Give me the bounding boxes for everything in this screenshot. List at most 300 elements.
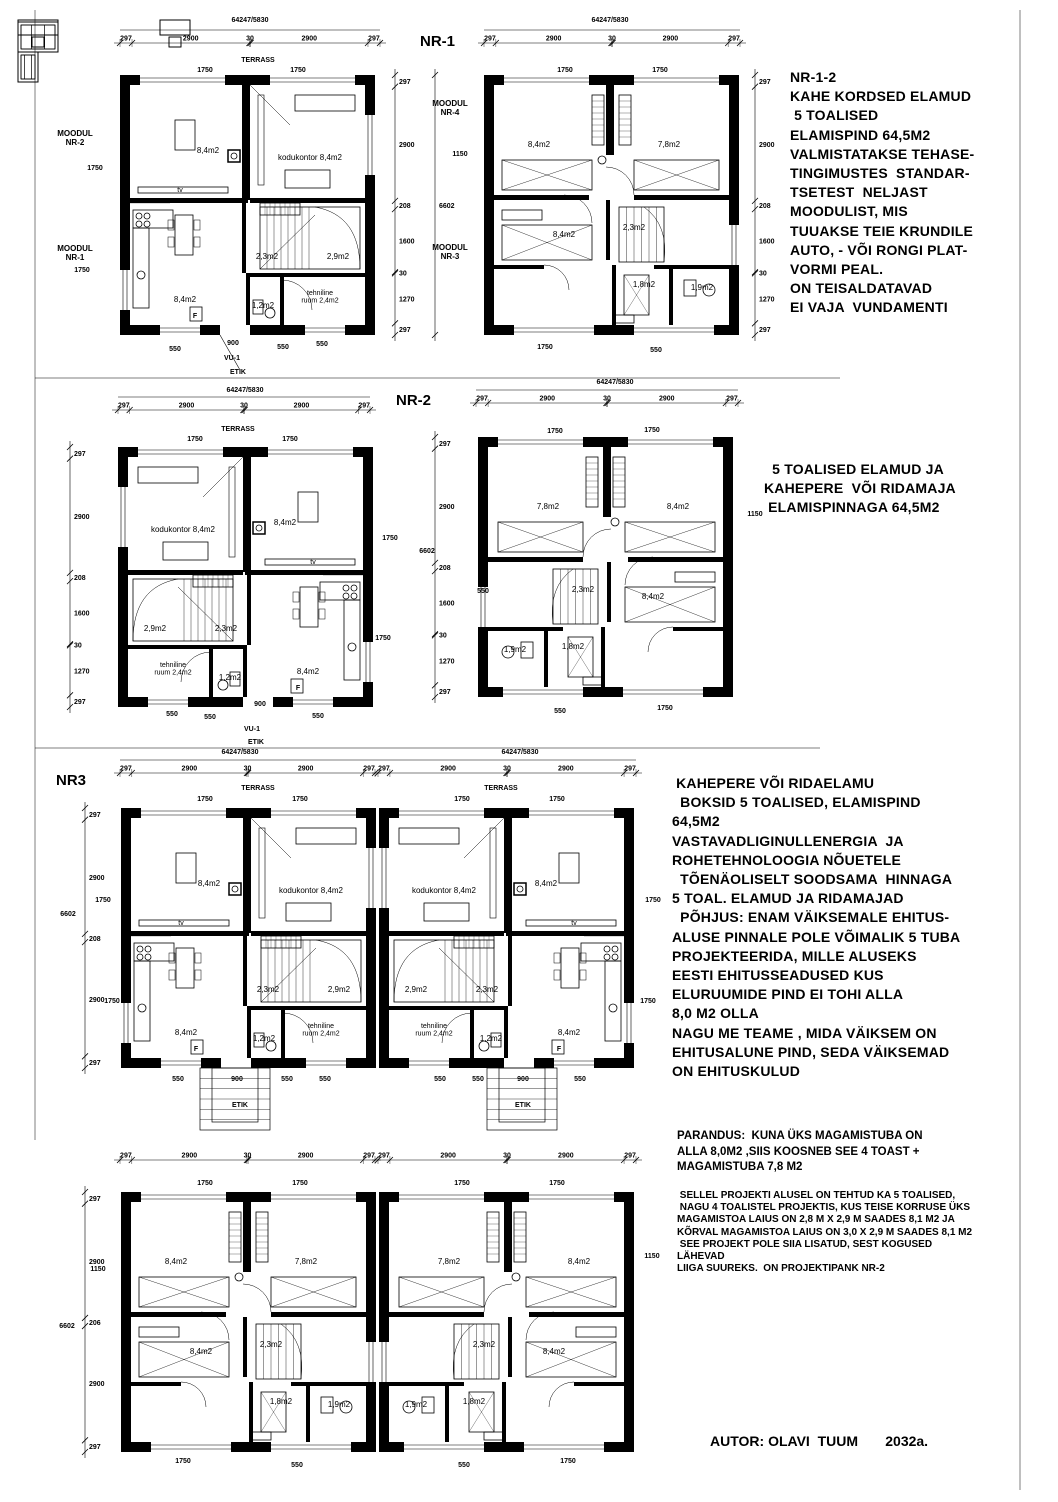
upper-floor-nr2 xyxy=(478,437,733,697)
terrace-label: TERRASS xyxy=(241,785,275,792)
radiator-icon xyxy=(251,1432,271,1440)
dimension-value: 1750 xyxy=(652,67,668,74)
interior-wall xyxy=(291,1382,366,1386)
door-swing-icon xyxy=(549,1382,574,1407)
dimension-value: 297 xyxy=(120,765,132,773)
dimension-value: 1750 xyxy=(640,998,656,1005)
window-opening xyxy=(399,808,484,818)
dimension-value: 2900 xyxy=(89,997,105,1005)
window-opening xyxy=(151,1442,231,1452)
dimension-value: 2900 xyxy=(297,1152,314,1160)
sink-icon xyxy=(609,1004,617,1012)
interior-wall xyxy=(628,557,723,562)
room-area-label: 2,9m2 xyxy=(327,985,351,994)
author-line: AUTOR: OLAVI TUUM 2032a. xyxy=(710,1433,929,1449)
terrace-label: TERRASS xyxy=(221,426,255,433)
dimension-value: 1750 xyxy=(549,796,565,803)
wardrobe-icon xyxy=(514,1212,526,1262)
dimension-value: 297 xyxy=(759,78,771,86)
interior-wall xyxy=(634,195,729,200)
dimension-value: 297 xyxy=(484,35,496,43)
room-area-label: tehniline ruum 2,4m2 xyxy=(302,1023,340,1038)
interior-wall xyxy=(250,198,365,203)
interior-wall xyxy=(654,265,729,269)
room-area-label: 1,9m2 xyxy=(690,283,714,292)
module-label: MOODUL NR-2 xyxy=(57,129,93,147)
sofa-icon xyxy=(424,903,469,921)
window-opening xyxy=(271,1192,356,1202)
kitchen-counter-icon xyxy=(133,228,149,308)
dimension-value: 30 xyxy=(603,395,611,403)
ground-floor-nr3-left xyxy=(121,808,376,1068)
stove-burner-icon xyxy=(604,954,610,960)
note-sellel: SELLEL PROJEKTI ALUSEL ON TEHTUD KA 5 TOALISED, NAGU 4 TOALISTEL PROJEKTIS, KUS TEISE KORRUSE ÜKS MAGAMISTOA LAIUS ON 2,8 M X 2,9 M SAADES 8,1 M2 JA KÕRVAL MAGAMISTOA LAIUS ON 3,0 X 2,9 M SAADES 8,1 M2 SEE PROJEKT POLE SIIA LISATUD, SEST KOGUSED LÄHEVAD LIIGA SUUREKS. ON PROJEKTIPANK NR-2 xyxy=(677,1190,973,1275)
interior-wall xyxy=(243,645,247,697)
dimension-value: 550 xyxy=(434,1076,446,1083)
tv-label: tv xyxy=(310,559,316,566)
window-opening xyxy=(293,697,333,707)
window-opening xyxy=(160,325,200,335)
radiator-icon xyxy=(484,1432,504,1440)
dimension-value: 1750 xyxy=(454,796,470,803)
dimension-value: 1750 xyxy=(644,427,660,434)
fridge-label: F xyxy=(193,1046,199,1053)
interior-wall xyxy=(243,457,251,572)
kitchen-counter-icon xyxy=(344,600,360,680)
stair-curve xyxy=(453,1324,474,1379)
section-title-nr1: NR-1 xyxy=(420,33,456,50)
interior-wall xyxy=(504,1006,508,1058)
interior-wall xyxy=(574,1382,624,1386)
interior-wall xyxy=(504,1202,512,1272)
dimension-value: 1750 xyxy=(95,897,111,904)
dimension-value: 30 xyxy=(74,642,82,650)
window-opening xyxy=(120,270,130,310)
terrace-label: TERRASS xyxy=(484,785,518,792)
dimension-value: 30 xyxy=(246,35,254,43)
dimension-value: 2900 xyxy=(181,1152,198,1160)
interior-wall xyxy=(607,562,611,622)
desk-icon xyxy=(139,1327,179,1337)
lamp-icon xyxy=(235,1273,243,1281)
dining-table-icon xyxy=(300,587,318,627)
room-area-label: 8,4m2 xyxy=(567,1257,591,1266)
dimension-value: 1750 xyxy=(547,428,563,435)
dimension-value: 1750 xyxy=(290,67,306,74)
dimension-value: 297 xyxy=(89,1060,101,1068)
interior-wall xyxy=(488,627,563,631)
dimension-nr1-right xyxy=(392,69,398,341)
door-swing-icon xyxy=(606,167,634,195)
note-nr3: KAHEPERE VÕI RIDAELAMU BOKSID 5 TOALISED, ELAMISPIND 64,5M2 VASTAVADLIGINULLENERGIA JA ROHETEHNOLOOGIA NÕUETELE TÕENÄOLISELT SOODSAMA HINNAGA 5 TOAL. ELAMUD JA RIDAMAJAD PÕHJUS: ENAM VÄIKSEMALE EHITUS- ALUSE PINNALE POLE VÕIMALIK 5 TUBA PROJEKTEERIDA, MILLE ALUSEKS EESTI EHITUSSEADUSED KUS ELURUUMIDE PIND EI TOHI ALLA 8,0 M2 OLLA NAGU ME TEAME , MIDA VÄIKSEM ON EHITUSALUNE PIND, SEDA VÄIKSEMAD ON EHITUSKULUD xyxy=(672,775,961,1080)
desk-icon xyxy=(502,210,542,220)
dimension-value: 30 xyxy=(503,765,511,773)
door-swing-icon xyxy=(250,85,290,125)
dimension-total: 64247/5830 xyxy=(231,17,269,24)
window-opening xyxy=(305,325,345,335)
wall xyxy=(365,75,375,335)
room-area-label: 8,4m2 xyxy=(666,502,690,511)
room-area-label: 8,4m2 xyxy=(189,1347,213,1356)
upper-floor-nr3-right xyxy=(379,1192,634,1452)
dimension-total: 64247/5830 xyxy=(596,379,634,386)
lamp-icon xyxy=(598,156,606,164)
shelf-icon xyxy=(259,828,265,918)
ground-floor-nr3-right xyxy=(379,808,634,1068)
ground-floor-nr2 xyxy=(118,447,373,707)
door-swing-icon xyxy=(181,1382,206,1407)
dimension-value: 2900 xyxy=(439,503,455,511)
dimension-value: 1600 xyxy=(759,238,775,246)
dimension-value: 297 xyxy=(476,395,488,403)
dimension-value: 208 xyxy=(399,203,411,210)
interior-wall xyxy=(131,1382,181,1386)
room-area-label: 8,4m2 xyxy=(527,140,551,149)
window-opening xyxy=(409,1058,449,1068)
dimension-value: 1150 xyxy=(452,151,468,158)
chair-icon xyxy=(580,970,586,980)
terrace-label: TERRASS xyxy=(241,57,275,64)
dimension-value: 1600 xyxy=(399,238,415,246)
interior-wall xyxy=(128,570,243,575)
window-opening xyxy=(140,75,225,85)
door-swing-icon xyxy=(583,529,611,557)
wall xyxy=(121,1192,131,1452)
section-title-nr2: NR-2 xyxy=(396,392,432,409)
dimension-value: 30 xyxy=(243,1152,252,1160)
dimension-value: 900 xyxy=(254,701,266,708)
window-opening xyxy=(271,1442,351,1452)
room-area-label: 8,4m2 xyxy=(641,592,665,601)
window-opening xyxy=(271,808,356,818)
interior-wall xyxy=(271,1312,366,1317)
stove-icon xyxy=(231,153,237,159)
dimension-value: 550 xyxy=(472,1076,484,1083)
room-area-label: 2,3m2 xyxy=(256,985,280,994)
dimension-value: 550 xyxy=(477,588,489,595)
fridge-label: F xyxy=(192,313,198,320)
chair-icon xyxy=(169,37,181,47)
tv-label: tv xyxy=(571,920,577,927)
dimension-value: 1150 xyxy=(644,1253,660,1260)
dimension-value: 1750 xyxy=(454,1180,470,1187)
desk-icon xyxy=(160,20,190,35)
tv-stand-icon xyxy=(139,920,229,926)
dining-table-icon xyxy=(176,948,194,988)
window-opening xyxy=(624,1003,634,1043)
dimension-value: 297 xyxy=(399,78,411,86)
room-area-label: 7,8m2 xyxy=(536,502,560,511)
dimension-value: 30 xyxy=(399,270,407,278)
stove-burner-icon xyxy=(136,213,142,219)
coffee-table-icon xyxy=(298,492,318,522)
room-area-label: 8,4m2 xyxy=(552,230,576,239)
dimension-value: 1750 xyxy=(197,796,213,803)
section-title-nr3: NR3 xyxy=(56,772,87,789)
interior-wall xyxy=(209,645,213,697)
tv-label: tv xyxy=(178,920,184,927)
room-area-label: 8,4m2 xyxy=(542,1347,566,1356)
kitchen-counter-icon xyxy=(134,961,150,1041)
dimension-value: 30 xyxy=(439,632,447,640)
room-area-label: 2,3m2 xyxy=(472,1340,496,1349)
dimension-value: 297 xyxy=(89,1195,101,1203)
fridge-label: F xyxy=(295,685,301,692)
window-opening xyxy=(366,848,376,908)
upper-floor-nr3-left xyxy=(121,1192,376,1452)
dimension-value: 208 xyxy=(759,203,771,210)
dimension-nr2-left xyxy=(67,441,73,713)
chair-icon xyxy=(169,37,181,47)
room-area-label: 8,4m2 xyxy=(534,879,558,888)
dimension-value: 2900 xyxy=(293,402,310,410)
chair-icon xyxy=(194,220,200,230)
dimension-value: 208 xyxy=(74,575,86,582)
dimension-value: 297 xyxy=(624,765,636,773)
dimension-value: 550 xyxy=(319,1076,331,1083)
dimension-value: 1750 xyxy=(657,705,673,712)
dimension-nr2-upper-left xyxy=(432,431,438,703)
dimension-value: 297 xyxy=(759,327,771,335)
chair-icon xyxy=(293,592,299,602)
wall xyxy=(624,1192,634,1452)
stove-burner-icon xyxy=(604,946,610,952)
dimension-value: 2900 xyxy=(440,1152,456,1160)
dimension-value: 1750 xyxy=(282,436,298,443)
window-opening xyxy=(138,447,223,457)
dimension-total: 64247/5830 xyxy=(226,387,264,394)
note-nr2: 5 TOALISED ELAMUD JA KAHEPERE VÕI RIDAMAJA ELAMISPINNAGA 64,5M2 xyxy=(764,461,956,516)
room-area-label: kodukontor 8,4m2 xyxy=(278,886,344,895)
dimension-value: 1270 xyxy=(74,668,90,676)
window-opening xyxy=(729,225,739,265)
stair-curve xyxy=(644,207,665,262)
dimension-value: 297 xyxy=(624,1152,636,1160)
dimension-value: 2900 xyxy=(301,35,318,43)
room-area-label: tehniline ruum 2,4m2 xyxy=(415,1023,453,1038)
chair-icon xyxy=(32,37,44,47)
window-opening xyxy=(524,1442,604,1452)
room-area-label: 2,9m2 xyxy=(143,624,167,633)
module-label: MOODUL NR-3 xyxy=(432,243,468,261)
interior-wall xyxy=(243,1317,247,1377)
window-opening xyxy=(503,687,583,697)
dimension-value: 297 xyxy=(89,811,101,819)
desk-icon xyxy=(18,20,58,47)
dimension-value: 550 xyxy=(169,346,181,353)
stove-burner-icon xyxy=(144,213,150,219)
dimension-value: 2900 xyxy=(181,765,198,773)
interior-wall xyxy=(504,818,512,933)
window-opening xyxy=(148,697,188,707)
door-swing-icon xyxy=(648,627,673,652)
dimension-total: 64247/5830 xyxy=(221,749,259,756)
wall xyxy=(118,447,128,707)
window-opening xyxy=(363,642,373,682)
stove-burner-icon xyxy=(145,946,151,952)
door-swing-icon xyxy=(544,265,569,290)
dimension-nr1-upper-right xyxy=(752,69,758,341)
interior-wall xyxy=(389,1382,464,1386)
window-opening xyxy=(628,437,713,447)
entrance-label: VU-1 xyxy=(244,726,260,733)
room-area-label: kodukontor 8,4m2 xyxy=(411,886,477,895)
interior-wall xyxy=(243,818,251,933)
interior-wall xyxy=(603,447,611,517)
interior-wall xyxy=(128,645,247,649)
interior-wall xyxy=(130,198,248,203)
chair-icon xyxy=(169,970,175,980)
window-opening xyxy=(634,325,714,335)
dimension-value: 297 xyxy=(363,765,375,773)
room-area-label: kodukontor 8,4m2 xyxy=(277,153,343,162)
dimension-value: 297 xyxy=(358,402,371,410)
dimension-value: 2900 xyxy=(539,395,556,403)
interior-wall xyxy=(251,931,366,936)
interior-wall xyxy=(247,1006,251,1058)
room-area-label: 8,4m2 xyxy=(164,1257,188,1266)
interior-wall xyxy=(669,265,673,325)
dimension-value: 1270 xyxy=(399,296,415,304)
sink-icon xyxy=(348,643,356,651)
porch-label: ETIK xyxy=(230,369,246,376)
dimension-value: 297 xyxy=(120,35,132,43)
wall xyxy=(729,75,739,335)
tv-label: tv xyxy=(177,187,183,194)
dimension-value: 30 xyxy=(243,765,252,773)
desk-icon xyxy=(675,572,715,582)
dimension-value: 2900 xyxy=(178,402,195,410)
dimension-value: 1750 xyxy=(175,1458,191,1465)
dimension-value: 2900 xyxy=(399,141,415,149)
interior-wall xyxy=(488,557,583,562)
note-nr12: NR-1-2 KAHE KORDSED ELAMUD 5 TOALISED ELAMISPIND 64,5M2 VALMISTATAKSE TEHASE- TINGIMUSTES STANDAR- TSETEST NELJAST MOODULIST, MIS TUUAKSE TEIE KRUNDILE AUTO, - VÕI RONGI PLAT- VORMI PEAL. ON TEISALDATAVAD EI VAJA VUNDAMENTI xyxy=(790,69,975,316)
chair-icon xyxy=(169,37,181,47)
dimension-value: 6602 xyxy=(59,1323,75,1330)
wall xyxy=(366,808,376,1068)
interior-wall xyxy=(529,1312,624,1317)
dimension-value: 550 xyxy=(316,341,328,348)
porch-label: ETIK xyxy=(232,1102,248,1109)
window-opening xyxy=(365,115,375,175)
entrance-opening xyxy=(220,325,250,335)
room-area-label: 7,8m2 xyxy=(657,140,681,149)
window-opening xyxy=(141,1192,226,1202)
dimension-value: 1750 xyxy=(375,635,391,642)
dimension-value: 206 xyxy=(89,1320,101,1327)
desk-icon xyxy=(18,20,58,47)
dimension-value: 1750 xyxy=(557,67,573,74)
upper-floor-nr1 xyxy=(484,75,739,335)
dimension-value: 297 xyxy=(378,1152,390,1160)
stove-burner-icon xyxy=(144,221,150,227)
stove-burner-icon xyxy=(343,585,349,591)
wardrobe-icon xyxy=(229,1212,241,1262)
sofa-seat xyxy=(21,55,35,79)
entrance-label: VU-1 xyxy=(224,355,240,362)
interior-wall xyxy=(606,85,614,155)
stove-burner-icon xyxy=(612,946,618,952)
coffee-table-icon xyxy=(176,853,196,883)
stove-icon xyxy=(253,522,265,534)
dimension-value: 6602 xyxy=(419,548,435,555)
dimension-value: 30 xyxy=(240,402,248,410)
dimension-value: 2900 xyxy=(89,874,105,882)
dimension-value: 2900 xyxy=(658,395,675,403)
stove-icon xyxy=(232,886,238,892)
interior-wall xyxy=(131,931,249,936)
sofa-seat xyxy=(21,55,35,79)
interior-wall xyxy=(246,273,250,325)
dimension-value: 1750 xyxy=(187,436,203,443)
interior-wall xyxy=(606,200,610,260)
interior-wall xyxy=(389,1312,484,1317)
dimension-value: 1750 xyxy=(560,1458,576,1465)
dimension-value: 2900 xyxy=(440,765,456,773)
interior-wall xyxy=(247,1006,366,1010)
wall xyxy=(484,75,494,335)
stove-icon xyxy=(228,150,240,162)
door-swing-icon xyxy=(484,1284,512,1312)
shelf-icon xyxy=(258,95,264,185)
room-area-label: 1,9m2 xyxy=(404,1400,428,1409)
room-area-label: 8,4m2 xyxy=(273,518,297,527)
dimension-value: 1750 xyxy=(87,165,103,172)
room-area-label: 2,3m2 xyxy=(214,624,238,633)
desk-icon xyxy=(576,1327,616,1337)
window-opening xyxy=(270,75,355,85)
module-label: MOODUL NR-1 xyxy=(57,244,93,262)
window-opening xyxy=(366,1342,376,1382)
room-area-label: 2,3m2 xyxy=(571,585,595,594)
dimension-value: 297 xyxy=(726,395,738,403)
room-area-label: 8,4m2 xyxy=(296,667,320,676)
window-opening xyxy=(623,687,703,697)
desk-icon xyxy=(296,828,356,844)
interior-wall xyxy=(508,936,512,1006)
dimension-value: 2900 xyxy=(662,35,679,43)
room-area-label: 1,8m2 xyxy=(269,1397,293,1406)
room-area-label: 1,2m2 xyxy=(479,1034,503,1043)
dimension-value: 1750 xyxy=(197,67,213,74)
dimension-value: 550 xyxy=(166,711,178,718)
chair-icon xyxy=(194,237,200,247)
chair-icon xyxy=(319,609,325,619)
dimension-value: 1150 xyxy=(747,511,763,518)
room-area-label: 1,8m2 xyxy=(561,642,585,651)
stove-burner-icon xyxy=(137,954,143,960)
window-opening xyxy=(161,1058,201,1068)
dimension-value: 1750 xyxy=(292,1180,308,1187)
room-area-label: 1,2m2 xyxy=(251,301,275,310)
window-opening xyxy=(504,75,589,85)
dimension-value: 1600 xyxy=(439,600,455,608)
dimension-value: 6602 xyxy=(60,911,76,918)
room-area-label: 8,4m2 xyxy=(196,146,220,155)
window-opening xyxy=(118,487,128,547)
chair-icon xyxy=(293,609,299,619)
dimension-value: 2900 xyxy=(182,35,199,43)
window-opening xyxy=(498,437,583,447)
dimension-value: 550 xyxy=(574,1076,586,1083)
dimension-value: 1270 xyxy=(439,658,455,666)
dimension-value: 1150 xyxy=(90,1266,106,1273)
stair-curve xyxy=(552,569,573,624)
window-opening xyxy=(399,1192,484,1202)
interior-wall xyxy=(306,1382,310,1442)
interior-wall xyxy=(673,627,723,631)
interior-wall xyxy=(389,931,504,936)
